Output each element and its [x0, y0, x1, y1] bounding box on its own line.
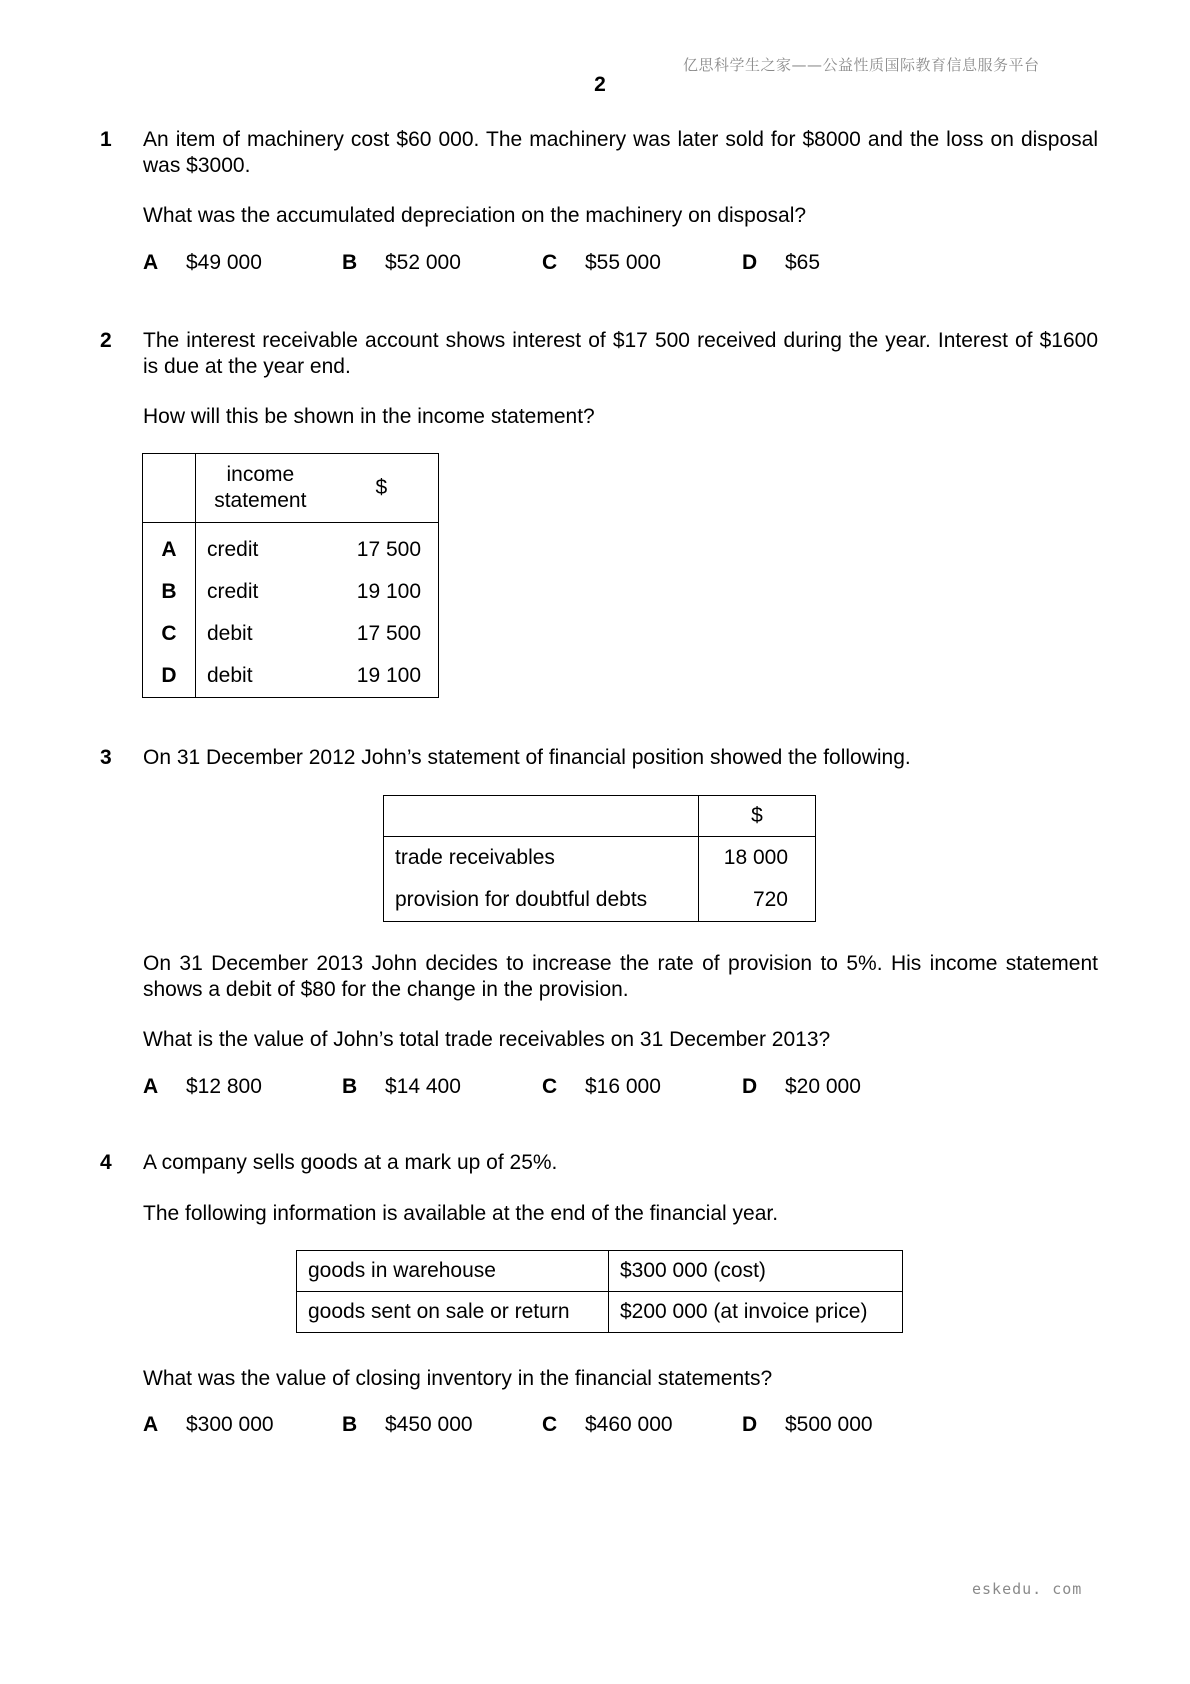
option-d[interactable]: [742, 1413, 873, 1437]
table-row: [297, 1292, 903, 1333]
option-letter: B: [342, 1075, 358, 1098]
option-a[interactable]: [143, 251, 262, 275]
option-value: $65: [785, 251, 821, 274]
row-item: provision for doubtful debts: [384, 879, 699, 922]
option-a[interactable]: [143, 1075, 262, 1099]
table-row: [297, 1251, 903, 1292]
question-text: An item of machinery cost $60 000. The machinery was later sold for $8000 and the loss on disposal was $3000.: [143, 128, 1098, 177]
question-prompt: How will this be shown in the income statement?: [143, 405, 595, 428]
page-number: 2: [594, 73, 606, 96]
header-line-1: income: [226, 463, 295, 486]
option-value: $16 000: [585, 1075, 661, 1098]
income-statement-table: [142, 453, 439, 698]
row-letter: B: [143, 571, 196, 613]
question-number: 1: [100, 128, 112, 151]
question-number: 2: [100, 329, 112, 352]
option-c[interactable]: [542, 1413, 673, 1437]
question-text: On 31 December 2012 John’s statement of financial position showed the following.: [143, 746, 911, 769]
header-watermark: 亿思科学生之家——公益性质国际教育信息服务平台: [683, 56, 1040, 74]
inventory-info-table: [296, 1250, 903, 1333]
option-b[interactable]: [342, 1413, 473, 1437]
row-letter: C: [143, 613, 196, 655]
option-c[interactable]: [542, 1075, 661, 1099]
option-value: $20 000: [785, 1075, 861, 1098]
option-value: $49 000: [186, 251, 262, 274]
row-amount: 17 500: [356, 622, 421, 645]
option-letter: D: [742, 251, 758, 274]
row-value: $200 000 (at invoice price): [620, 1300, 868, 1323]
row-item: goods sent on sale or return: [297, 1292, 609, 1333]
header-line-2: statement: [214, 489, 307, 512]
option-value: $52 000: [385, 251, 461, 274]
question-text: The interest receivable account shows interest of $17 500 received during the year. Interest of $1600 is due at the year end.: [143, 329, 1098, 378]
option-b[interactable]: [342, 251, 461, 275]
row-amount: 18 000: [723, 846, 788, 869]
option-d[interactable]: [742, 1075, 861, 1099]
table-header-amount: $: [699, 796, 816, 837]
footer-watermark: eskedu. com: [972, 1580, 1083, 1598]
row-letter: A: [143, 523, 196, 572]
option-letter: D: [742, 1075, 758, 1098]
option-letter: B: [342, 251, 358, 274]
option-value: $55 000: [585, 251, 661, 274]
option-letter: A: [143, 251, 159, 274]
row-side: debit: [207, 622, 253, 645]
option-letter: D: [742, 1413, 758, 1436]
row-value: $300 000 (cost): [609, 1251, 903, 1292]
row-side: credit: [207, 538, 259, 561]
table-header-row: [143, 454, 439, 523]
option-letter: A: [143, 1075, 159, 1098]
option-value: $300 000: [186, 1413, 274, 1436]
option-value: $12 800: [186, 1075, 262, 1098]
option-letter: C: [542, 1075, 558, 1098]
row-letter: D: [143, 655, 196, 698]
option-letter: C: [542, 1413, 558, 1436]
table-header-amount: $: [325, 454, 439, 523]
row-amount: 19 100: [356, 664, 421, 687]
option-letter: A: [143, 1413, 159, 1436]
question-text: A company sells goods at a mark up of 25%.: [143, 1151, 558, 1174]
option-value: $460 000: [585, 1413, 673, 1436]
option-value: $450 000: [385, 1413, 473, 1436]
row-item: goods in warehouse: [297, 1251, 609, 1292]
table-row[interactable]: [143, 523, 439, 572]
table-header-label: [196, 454, 325, 523]
financial-position-table: [383, 795, 816, 922]
row-side: debit: [207, 664, 253, 687]
option-letter: C: [542, 251, 558, 274]
question-number: 4: [100, 1151, 112, 1174]
table-header-blank: [143, 454, 196, 523]
option-d[interactable]: [742, 251, 820, 275]
question-number: 3: [100, 746, 112, 769]
option-b[interactable]: [342, 1075, 461, 1099]
question-prompt: What was the accumulated depreciation on the machinery on disposal?: [143, 204, 807, 227]
question-prompt: What is the value of John’s total trade receivables on 31 December 2013?: [143, 1028, 831, 1051]
table-row: [384, 879, 816, 922]
row-item: trade receivables: [384, 837, 699, 880]
table-row[interactable]: [143, 655, 439, 698]
table-header-blank: [384, 796, 699, 837]
option-value: $500 000: [785, 1413, 873, 1436]
option-value: $14 400: [385, 1075, 461, 1098]
table-row: [384, 837, 816, 880]
row-amount: 720: [752, 888, 788, 911]
row-amount: 19 100: [356, 580, 421, 603]
table-header-row: [384, 796, 816, 837]
table-row[interactable]: [143, 571, 439, 613]
row-amount: 17 500: [356, 538, 421, 561]
question-prompt: What was the value of closing inventory in the financial statements?: [143, 1367, 773, 1390]
table-row[interactable]: [143, 613, 439, 655]
option-c[interactable]: [542, 251, 661, 275]
option-a[interactable]: [143, 1413, 274, 1437]
question-text-2: On 31 December 2013 John decides to increase the rate of provision to 5%. His income statement shows a debit of $80 for the change in the provision.: [143, 952, 1098, 1001]
question-text-2: The following information is available at the end of the financial year.: [143, 1202, 779, 1225]
row-side: credit: [207, 580, 259, 603]
option-letter: B: [342, 1413, 358, 1436]
